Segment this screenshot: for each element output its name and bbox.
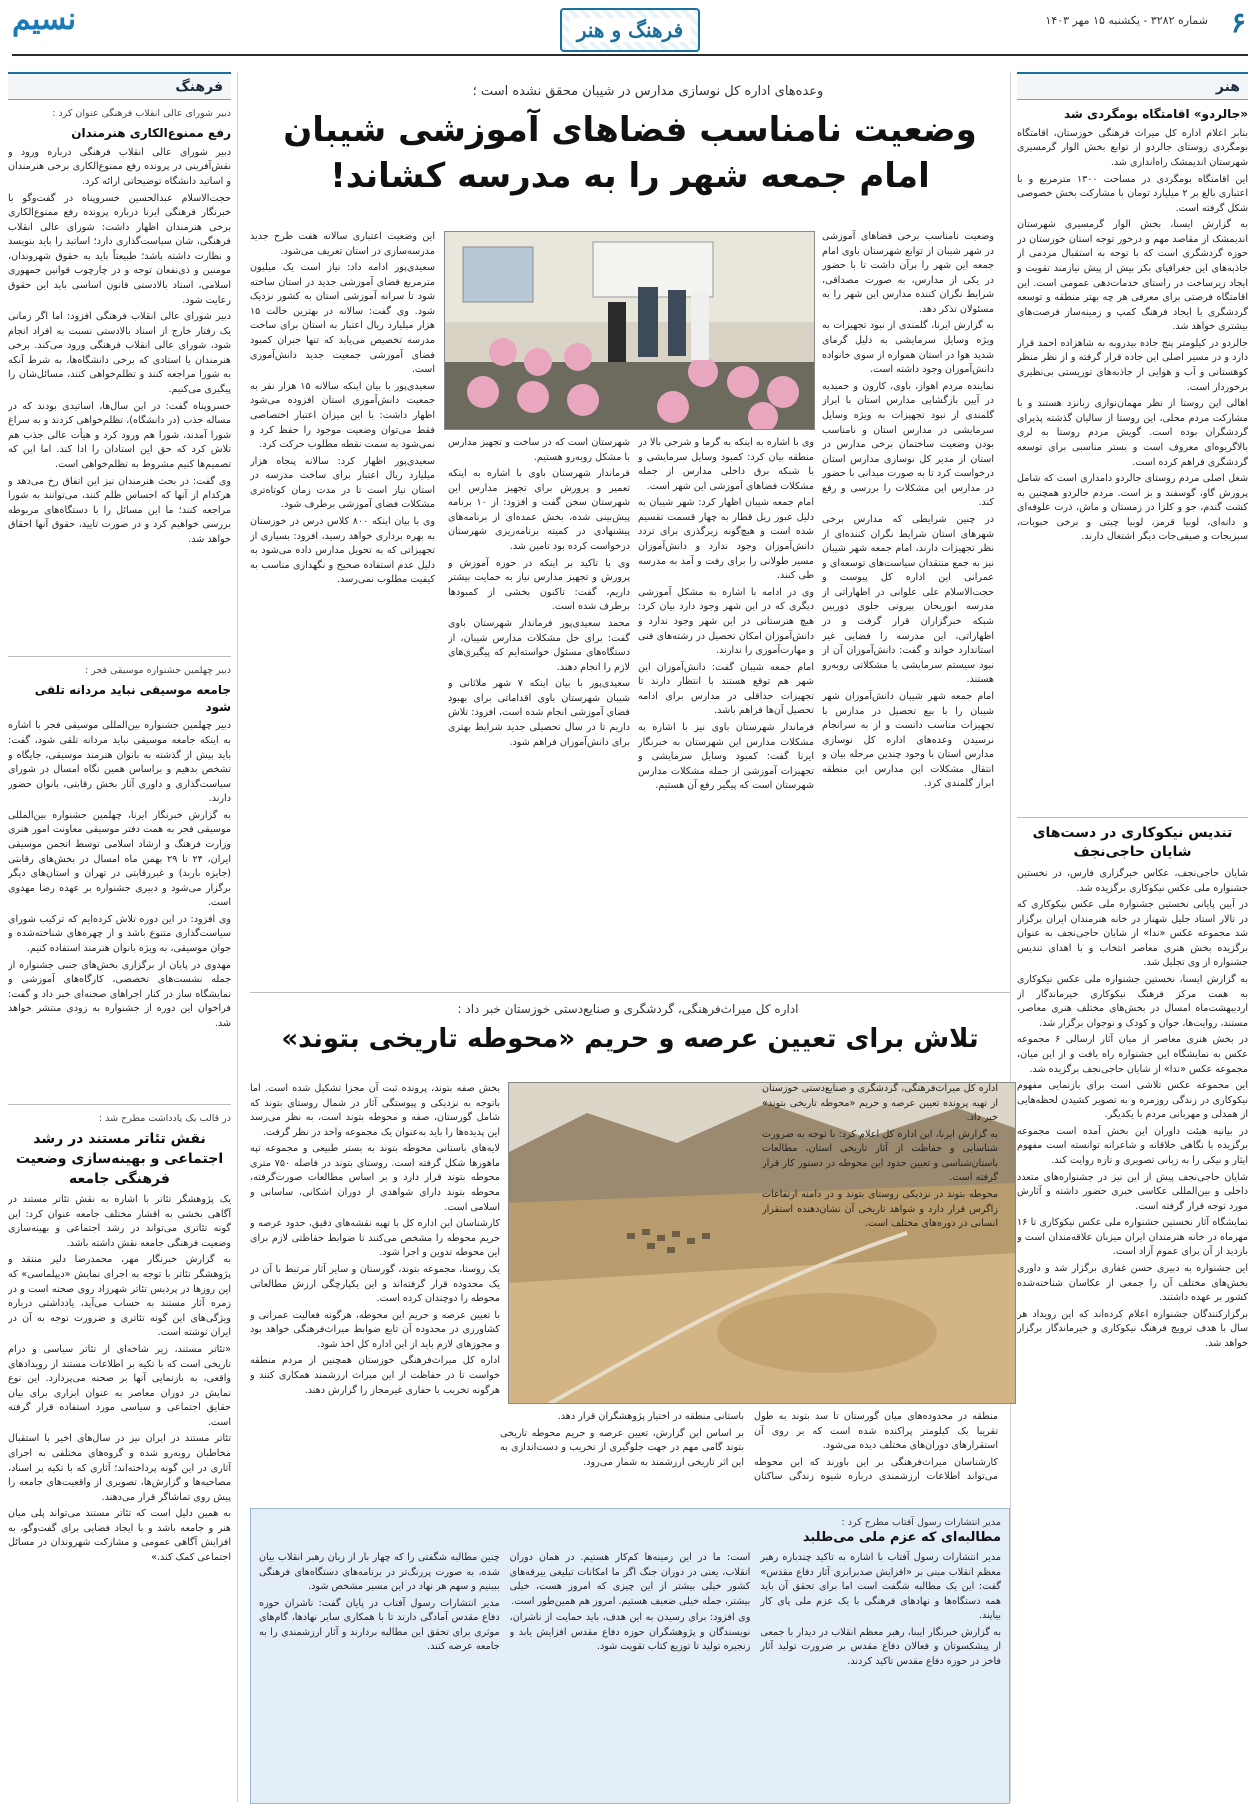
main-story-column-1 xyxy=(822,230,994,970)
paragraph: شهرستان است که در ساخت و تجهیز مدارس با مشکل روبه‌رو هستیم. xyxy=(448,437,630,463)
article-body xyxy=(8,146,231,656)
page-header xyxy=(0,0,1260,62)
paragraph: این اقامتگاه بومگردی در مساحت ۱۳۰۰ مترمربع و با اعتباری بالغ بر ۲ میلیارد تومان با مشارکت بخش خصوصی شکل گرفته است. xyxy=(1017,173,1248,214)
paragraph: اداره کل میراث‌فرهنگی، گردشگری و صنایع‌دستی خوزستان از تهیه پرونده تعیین عرصه و حریم «محوطه تاریخی بتوند» خبر داد. xyxy=(762,1083,998,1124)
article-kicker: در قالب یک یادداشت مطرح شد : xyxy=(98,1113,231,1125)
paragraph: لایه‌های باستانی محوطه بتوند به بستر طبیعی و مجموعه تپه ماهورها شکل گرفته است. روستای بتوند در فاصله ۷۵۰ متری محوطه بتوند قرار دارد و بر اساس مطالعات صورت‌گرفته، محوطه بتوند دارای شواهدی از دوران اشکانی، ساسانی و اسلامی است. xyxy=(250,1143,500,1213)
main-story-headline xyxy=(250,108,1010,200)
classroom-photo-illustration xyxy=(444,232,814,430)
paragraph: اهالی این روستا از نظر مهمان‌نوازی زبانزد هستند و با مشارکت مردم محلی، این روستا از سالیان گذشته پذیرای گردشگران بوده است. گویش مردم روستا به لری بالاگریوه‌ای معروف است و بستر مناسبی برای توسعه گردشگری فراهم کرده است. xyxy=(1017,398,1248,468)
paragraph: امام جمعه شیبان گفت: دانش‌آموزان این شهر هم توقع هستند با انتظار دارند تا تجهیزات حداقلی در مدارس برای ادامه تحصیل آن‌ها فراهم باشد. xyxy=(638,661,814,717)
paragraph: سعیدی‌پور اظهار کرد: سالانه پنجاه هزار میلیارد ریال اعتبار برای ساخت مدرسه در استان نیاز است تا در مدت زمان کوتاه‌تری مشکلات فضای آموزشی برطرف شود. xyxy=(250,455,435,511)
paragraph: منطقه در محدوده‌های میان گورستان تا سد بتوند به طول تقریبا یک کیلومتر پراکنده شده است که بر روی آن استقرارهای دوران‌های مختلف دیده می‌شود. xyxy=(754,1411,998,1452)
article-title: تندیس نیکوکاری در دست‌های شایان حاجی‌نجف xyxy=(1032,824,1233,861)
box-story-column-1 xyxy=(760,1551,1001,1789)
paragraph: وی افزود: در این دوره تلاش کرده‌ایم که ترکیب شورای سیاست‌گذاری متنوع باشد و از چهره‌های شناخته‌شده و جوان موسیقی، به ویژه بانوان هنرمند استفاده کنیم. xyxy=(8,913,231,955)
section-logo xyxy=(560,8,700,52)
issue-info: شماره ۳۲۸۲ - یکشنبه ۱۵ مهر ۱۴۰۳ xyxy=(1045,14,1208,27)
divider xyxy=(8,656,231,657)
paragraph: به همین دلیل است که تئاتر مستند می‌تواند پلی میان هنر و جامعه باشد و با ایجاد فضایی برای گفت‌وگو، به افزایش آگاهی عمومی و مشارکت شهروندان در مسائل اجتماعی کمک کند.» xyxy=(8,1508,231,1564)
paragraph: برگزارکنندگان جشنواره اعلام کرده‌اند که این رویداد هر سال با هدف ترویج فرهنگ نیکوکاری و خیرماندگار برگزار خواهد شد. xyxy=(1017,1308,1248,1349)
paragraph: تئاتر مستند در ایران نیز در سال‌های اخیر با استقبال مخاطبان روبه‌رو شده و گروه‌های مختلفی به اجرای آثاری در این گونه پرداخته‌اند؛ آثاری که با تکیه بر اسناد، مصاحبه‌ها و گزارش‌ها، تصویری از واقعیت‌های جامعه را پیش روی تماشاگر قرار می‌دهند. xyxy=(8,1433,231,1503)
box-story-headline: مطالبه‌ای که عزم ملی می‌طلبد xyxy=(802,1530,1001,1545)
paragraph: امام جمعه شهر شیبان دانش‌آموزان شهر شیبان را با بیع تحصیل در مدارس با تجهیزات مناسب دانست و از به سرانجام نرسیدن وعده‌های اداره کل نوسازی مدارس استان با وجود چندین مرحله بیان و انتقال مشکلات این مدارس این منطقه ابراز گلمندی کرد. xyxy=(822,690,994,790)
right-column xyxy=(1010,72,1248,1802)
paragraph: این جشنواره به دبیری حسن غفاری برگزار شد و داوری بخش‌های مختلف آن را جمعی از عکاسان شناخته‌شده کشور بر عهده داشتند. xyxy=(1017,1263,1248,1304)
paragraph: یک روستا، مجموعه بتوند، گورستان و سایر آثار مرتبط با آن در یک محدوده قرار گرفته‌اند و این یکپارچگی ارزش مطالعاتی محوطه را دوچندان کرده است. xyxy=(250,1263,500,1305)
paragraph: کارشناسان این اداره کل با تهیه نقشه‌های دقیق، حدود عرصه و حریم محوطه را مشخص می‌کنند تا ضوابط حفاظتی لازم برای این محوطه تدوین و اجرا شود. xyxy=(250,1218,500,1259)
paragraph: خسروپناه گفت: در این سال‌ها، اساتیدی بودند که در مساله جذب (در دانشگاه)، تظلم‌خواهی کردند و به سراغ شورا آمدند، شورا هم ورود کرد و هیأت عالی جذب هم تلاش کرد که حق این استادان را ادا کند. اما این که تصمیم‌ها کنیم مشروط به تظلم‌خواهی است. xyxy=(8,400,231,470)
box-story-columns xyxy=(259,1551,1001,1789)
paragraph: محمد سعیدی‌پور فرماندار شهرستان باوی گفت: برای حل مشکلات مدارس شیبان، از دستگاه‌های مسئول خواسته‌ایم که پیگیری‌های لازم را انجام دهند. xyxy=(448,617,630,673)
paragraph: با تعیین عرصه و حریم این محوطه، هرگونه فعالیت عمرانی و کشاورزی در محدوده آن تابع ضوابط میراث‌فرهنگی خواهد بود و مجوزهای لازم باید از این اداره کل اخذ شود. xyxy=(250,1309,500,1350)
article-kicker: دبیر شورای عالی انقلاب فرهنگی عنوان کرد : xyxy=(52,108,231,119)
classroom-photo xyxy=(444,231,815,430)
paragraph: محوطه بتوند در نزدیکی روستای بتوند و در دامنه ارتفاعات زاگرس قرار دارد و شواهد تاریخی آن نشان‌دهنده استقرار انسانی در دوره‌های مختلف است. xyxy=(762,1189,998,1230)
paragraph: این وضعیت اعتباری سالانه هفت طرح جدید مدرسه‌سازی در استان تعریف می‌شود. xyxy=(250,231,435,257)
paragraph: است: ما در این زمینه‌ها کم‌کار هستیم. در همان دوران انقلاب، یعنی در دوران جنگ اگر ما امکانات تبلیغی ییرقه‌های کشور خیلی بیشتر از این چیزی که امروز هست، خیلی بیشتر، جمله خیلی ضعیف هستیم. امروز هم همین‌طور است. xyxy=(509,1552,751,1607)
header-divider xyxy=(12,54,1248,56)
article-body xyxy=(8,1193,231,1811)
paragraph: مدیر انتشارات رسول آفتاب با اشاره به تاکید چندباره رهبر معظم انقلاب مبنی بر «افزایش صدبرابری آثار دفاع مقدس» گفت: این یک مطالبه شگفت است اما برای تحقق آن باید همه دستگاه‌ها و نهادهای فرهنگی با یک عزم ملی پای کار بیایند. xyxy=(760,1552,1001,1622)
paragraph: اداره کل میراث‌فرهنگی خوزستان همچنین از مردم منطقه خواست تا در حفاظت از این میراث ارزشمند همکاری کنند و هرگونه تخریب یا حفاری غیرمجاز را گزارش دهند. xyxy=(250,1355,500,1396)
paragraph: مدیر انتشارات رسول آفتاب در پایان گفت: ناشران حوزه دفاع مقدس آمادگی دارند تا با همکاری سایر نهادها، گام‌های موثری برای تحقق این مطالبه بردارند و آثار ارزشمندی را به جامعه عرضه کنند. xyxy=(258,1597,500,1653)
paragraph: فرماندار شهرستان باوی نیز با اشاره به مشکلات مدارس این شهرستان به خبرنگار ایرنا گفت: کمبود وسایل سرمایشی و تجهیزات آموزشی از جمله مشکلات مدارس شهرستان است که پیگیر رفع آن هستیم. xyxy=(638,721,814,792)
second-story-column-4 xyxy=(250,1082,500,1497)
divider xyxy=(1017,817,1248,818)
article-title: نقش تئاتر مستند در رشد اجتماعی و بهینه‌سازی وضعیت فرهنگی جامعه xyxy=(15,1131,224,1187)
paragraph: دبیر شورای عالی انقلاب فرهنگی افزود: اما اگر زمانی یک رفتار خارج از اسناد بالادستی نسبت به افراد انجام شود، شورای عالی انقلاب فرهنگی ورود می‌کند. برخی هنرمندان یا استادی که برخی دانشگاه‌ها، به شرط آنکه به شورا مراجعه کنند و تظلم‌خواهی کنند، مسائل‌شان را پیگیری می‌کنیم. xyxy=(8,311,231,396)
main-story-column-4 xyxy=(250,230,435,972)
paragraph: به گزارش ایرنا، گلمندی از نبود تجهیزات به ویژه وسایل سرمایشی به دلیل گرمای شدید هوا در استان همواره از سوی خانواده دانش‌آموزان وجود داشته است. xyxy=(822,320,994,376)
paragraph: سعیدی‌پور با بیان اینکه ۷ شهر ملاثانی و شیبان شهرستان باوی اقداماتی برای بهبود فضای آموزشی انجام شده است، افزود: تلاش داریم تا در سال تحصیلی جدید شرایط بهتری برای دانش‌آموزان فراهم شود. xyxy=(448,678,630,748)
article-title: جامعه موسیقی نباید مردانه تلقی شود xyxy=(34,682,231,714)
main-story-kicker: وعده‌های اداره کل نوسازی مدارس در شیبان محقق نشده است ؛ xyxy=(472,84,824,99)
paragraph: به گزارش ایسنا، بخش الوار گرمسیری شهرستان اندیمشک از مقاصد مهم و درخور توجه استان خوزستان در حوزه گردشگری است که با توجه به استقبال مردمی از جاذبه‌های این جغرافیای بکر بیش از پیش نیازمند تقویت و ایجاد زیرساخت در راستای خدمات‌دهی عمومی است. این اقامتگاه فرصتی برای معرفی هر چه بهتر منطقه و توسعه گردشگری با ایجاد فرهنگ کمپ و زمینه‌ساز فرصت‌های بیشتری خواهد شد. xyxy=(1017,219,1248,333)
paragraph: وی با بیان اینکه ۸۰۰ کلاس درس در خوزستان به بهره برداری خواهد رسید، افزود: بسیاری از تجهیزاتی که به تحویل مدارس داده می‌شود به دلیل عدم استفاده صحیح و نگهداری مناسب به کیفیت مطلوب نمی‌رسد. xyxy=(250,515,435,586)
paragraph: کارشناسان میراث‌فرهنگی بر این باورند که این محوطه می‌تواند اطلاعات ارزشمندی درباره شیوه زندگی ساکنان باستانی منطقه در اختیار پژوهشگران قرار دهد. xyxy=(557,1411,998,1483)
paragraph: شایان حاجی‌نجف پیش از این نیز در جشنواره‌های متعدد داخلی و بین‌المللی عکاسی خبری حضور داشته و آثارش مورد توجه قرار گرفته است. xyxy=(1017,1171,1248,1212)
paragraph: بنابر اعلام اداره کل میراث فرهنگی خوزستان، اقامتگاه بومگردی روستای جالردو از توابع بخش الوار گرمسیری شهرستان اندیمشک راه‌اندازی شد. xyxy=(1017,127,1248,168)
box-story-column-3 xyxy=(259,1551,500,1789)
section-logo-text: فرهنگ و هنر xyxy=(569,18,691,42)
paragraph: به گزارش خبرنگار مهر، محمدرضا دلیر منتقد و پژوهشگر تئاتر با توجه به اجرای نمایش «دیپلماسی» که این روزها در پردیس تئاتر شهرزاد روی صحنه است و در زمره آثار مستند به حساب می‌آید، یادداشتی درباره ویژگی‌های این گونه تئاتری و ضرورت توجه به آن در ایران نوشته است. xyxy=(8,1254,231,1339)
paragraph: وی با اشاره به اینکه به گرما و شرجی بالا در منطقه بیان کرد: کمبود وسایل سرمایشی و با شبکه برق داخلی مدارس از جمله مشکلات فضاهای آموزشی این شهر است. xyxy=(638,437,814,492)
page-number: ۶ xyxy=(1230,6,1246,39)
paragraph: سعیدی‌پور با بیان اینکه سالانه ۱۵ هزار نفر به جمعیت دانش‌آموزی استان افزوده می‌شود اظهار داشت: با این میزان اعتبار اختصاصی فقط می‌توان وضعیت موجود را حفظ کرد و نمی‌شود به سمت نقطه مطلوب حرکت کرد. xyxy=(250,380,435,451)
paragraph: وی افزود: برای رسیدن به این هدف، باید حمایت از ناشران، نویسندگان و پژوهشگران حوزه دفاع مقدس افزایش یابد و زنجیره تولید تا توزیع کتاب تقویت شود. xyxy=(509,1612,751,1653)
paragraph: «تئاتر مستند، زیر شاخه‌ای از تئاتر سیاسی و درام تاریخی است که با تکیه بر اطلاعات مستند از رویدادهای واقعی، به بازنمایی آنها بر صحنه می‌پردازد. این نوع نمایش در دوران معاصر به عنوان ابزاری برای بیان حقایق اجتماعی و سیاسی مورد استفاده قرار گرفته است. xyxy=(8,1343,231,1428)
paragraph: در آیین پایانی نخستین جشنواره ملی عکس نیکوکاری که در تالار استاد جلیل شهناز در خانه هنرمندان ایران برگزار شد مجموعه عکس «ندا» از شایان حاجی‌نجف به عنوان برگزیده بخش هنری معاصر انتخاب و با اهدای تندیس جشنواره از وی تجلیل شد. xyxy=(1017,899,1248,969)
paragraph: چنین مطالبه شگفتی را که چهار بار از زبان رهبر انقلاب بیان شده، به صورت پررنگ‌تر در برنامه‌های دستگاه‌های فرهنگی ببینیم و سهم هر نهاد در این مسیر مشخص شود. xyxy=(258,1552,500,1593)
paragraph: جالردو در کیلومتر پنج جاده بیدروبه به شاهزاده احمد قرار دارد و در مسیر اصلی این جاده قرار گرفته و از نظر منظر کوهستانی و آب و هوایی از جاذبه‌های توریستی بی‌نظیری برخوردار است. xyxy=(1017,337,1248,393)
second-story-kicker: اداره کل میراث‌فرهنگی، گردشگری و صنایع‌دستی خوزستان خبر داد : xyxy=(457,1002,799,1016)
paragraph: امام جمعه شیبان اظهار کرد: شهر شیبان به دلیل عبور ریل قطار به چهار قسمت تقسیم شده است و هیچ‌گونه زیرگذری برای تردد دانش‌آموزان وجود ندارد و دانش‌آموزان مسیر طولانی را برای رفت و آمد به مدرسه طی کنند. xyxy=(638,497,814,582)
paragraph: دبیر شورای عالی انقلاب فرهنگی درباره ورود و نقش‌آفرینی در پرونده رفع ممنوع‌الکاری برخی هنرمندان و اساتید دانشگاه توضیحاتی ارائه کرد. xyxy=(8,146,231,187)
paragraph: شغل اصلی مردم روستای جالردو دامداری است که شامل پرورش گاو، گوسفند و بز است. مردم جالردو همچنین به کشت گندم، جو و کلزا در زمستان و ماش، ذرت علوفه‌ای و دانه‌ای، لوبیا قرمز، لوبیا چیتی و برخی حبوبات، سبزیجات و صیفی‌جات دیگر اشتغال دارند. xyxy=(1017,473,1248,543)
paragraph: نماینده مردم اهواز، باوی، کارون و حمیدیه در آیین بازگشایی مدارس استان با ابراز گلمندی از نبود تجهیزات به ویژه وسایل سرمایشی در مدارس استان و نامناسب بودن وضعیت ساختمان برخی مدارس در استان از مدیر کل نوسازی مدارس استان درخواست کرد تا به صورت میدانی با حضور در مدارس این مشکلات را بررسی و رفع کند. xyxy=(822,380,994,509)
main-story-column-3 xyxy=(448,436,630,972)
paragraph: به گزارش خبرنگار ایبنا، رهبر معظم انقلاب در دیدار با جمعی از پیشکسوتان و فعالان دفاع مقدس بر ضرورت تولید آثار فاخر در حوزه دفاع مقدس تاکید کردند. xyxy=(760,1626,1001,1668)
paragraph: وی در ادامه با اشاره به مشکل آموزشی دیگری که در این شهر وجود دارد بیان کرد: هیچ هنرستانی در این شهر وجود ندارد و دانش‌آموزان امکان تحصیل در رشته‌های فنی و مهارت‌آموزی را ندارند. xyxy=(638,586,814,657)
box-story-kicker: مدیر انتشارات رسول آفتاب مطرح کرد : xyxy=(841,1517,1001,1528)
paragraph: فرماندار شهرستان باوی با اشاره به اینکه تعمیر و پرورش برای تجهیز مدارس این شهرستان سخن گفت و افزود: از ۱۰ برنامه پیش‌بینی شده، بخش عمده‌ای از برنامه‌های پیشنهادی در کمیته برنامه‌ریزی شهرستان درخواست کرده بود تامین شد. xyxy=(448,468,630,553)
boxed-story xyxy=(250,1508,1010,1804)
divider xyxy=(250,992,1010,993)
paragraph: وی با تاکید بر اینکه در حوزه آموزش و پرورش و تجهیز مدارس نیاز به حمایت بیشتر داریم، گفت: تاکنون بخشی از کمبودها برطرف شده است. xyxy=(448,557,630,613)
divider xyxy=(8,1104,231,1105)
paragraph: این مجموعه عکس تلاشی است برای بازنمایی مفهوم نیکوکاری در زندگی روزمره و به تصویر کشیدن لحظه‌هایی از همدلی و مهربانی مردم با یکدیگر. xyxy=(1017,1080,1248,1121)
headline-line-2: امام جمعه شهر را به مدرسه کشاند! xyxy=(330,155,930,196)
brand-logo: نسیم xyxy=(12,2,77,37)
article-title: «جالردو» اقامتگاه بومگردی شد xyxy=(1064,107,1248,121)
paragraph: یک پژوهشگر تئاتر با اشاره به نقش تئاتر مستند در آگاهی بخشی به اقشار مختلف جامعه عنوان کرد: این گونه تئاتری می‌تواند در رشد اجتماعی و بهینه‌سازی وضعیت فرهنگی جامعه نقش داشته باشد. xyxy=(8,1194,231,1249)
article-body xyxy=(1017,127,1248,817)
paragraph: به گزارش خبرنگار ایرنا، چهلمین جشنواره بین‌المللی موسیقی فجر به همت دفتر موسیقی معاونت امور هنری وزارت فرهنگ و ارشاد اسلامی توسط انجمن موسیقی ایران، ۲۴ تا ۲۹ بهمن ماه امسال در بخش‌های رقابتی (جایزه باربد) و غیررقابتی در تهران و استان‌های دیگر برگزار می‌شود و دبیری جشنواره بر عهده رضا مهدوی است. xyxy=(8,809,231,909)
paragraph: شایان حاجی‌نجف، عکاس خبرگزاری فارس، در نخستین جشنواره ملی عکس نیکوکاری برگزیده شد. xyxy=(1017,867,1248,894)
section-label-art: هنر xyxy=(1017,72,1248,100)
box-story-column-2 xyxy=(510,1551,751,1789)
paragraph: بر اساس این گزارش، تعیین عرصه و حریم محوطه تاریخی بتوند گامی مهم در جهت جلوگیری از تخریب و دست‌اندازی به این اثر تاریخی ارزشمند به شمار می‌رود. xyxy=(500,1427,744,1468)
paragraph: بخش صفه بتوند، پرونده ثبت آن مجزا تشکیل شده است. اما باتوجه به نزدیکی و پیوستگی آثار در شمال روستای بتوند که شامل گورستان، صفه و محوطه بتوند است، به نظر می‌رسد این پدیده‌ها را باید به‌عنوان یک مجموعه واحد در نظر گرفت. xyxy=(250,1083,500,1138)
article-body xyxy=(1017,867,1248,1797)
paragraph: در چنین شرایطی که مدارس برخی شهرهای استان شرایط نگران کننده‌ای از نظر تجهیزات دارند، امام جمعه شهر شیبان نیز به جمع منتقدان سیاست‌های توسعه‌ای و عمرانی این اداره کل پیوست و حجت‌الاسلام علی علوانی در اظهاراتی از مدرسه ابوریحان بیرونی جلوی دوربین شبکه خبرگزاران قرار گرفت و در اظهاراتی، این مدرسه را فضایی غیر استاندارد خواند و گفت: دانش‌آموزان آن از نبود سیستم سرمایشی با مشکلاتی روبه‌رو هستند. xyxy=(822,513,994,686)
paragraph: به گزارش ایسنا، نخستین جشنواره ملی عکس نیکوکاری به همت مرکز فرهنگ نیکوکاری خیرماندگار از اردیبهشت‌ماه امسال در بخش‌های مختلف هنری معاصر، مستند، روایت‌ها، جوان و کودک و نوجوان برگزار شد. xyxy=(1017,974,1248,1029)
paragraph: مهدوی در پایان از برگزاری بخش‌های جنبی جشنواره از جمله نشست‌های تخصصی، کارگاه‌های آموزشی و نمایشگاه ساز در کنار اجراهای صحنه‌ای خبر داد و گفت: فراخوان این دوره از جشنواره به زودی منتشر خواهد شد. xyxy=(8,959,231,1029)
left-column xyxy=(8,72,238,1802)
second-story-column-2 xyxy=(500,1410,998,1500)
paragraph: وی گفت: در بحث هنرمندان نیز این اتفاق رخ می‌دهد و هرکدام از آنها که احساس ظلم کنند، می‌توانند به شورا مراجعه کنند؛ ما این مسائل را با دستگاه‌های مربوطه بررسی خواهیم کرد و در صورت تایید، حقوق آنها احقاق خواهد شد. xyxy=(8,475,231,545)
paragraph: حجت‌الاسلام عبدالحسین خسروپناه در گفت‌وگو با خبرنگار فرهنگی ایرنا درباره پرونده رفع ممنوع‌الکاری برخی هنرمندان اظهار داشت: شورای عالی انقلاب فرهنگی، شان سیاست‌گذاری دارد؛ اساتید را باید بنویسد و نظارت داشته باشد؛ طبیعتاً باید به حقوق شهروندان، مومنین و ذی‌نفعان توجه و در چارچوب قوانین جمهوری اسلامی، اسناد بالادستی قانون اساسی باید این حقوق رعایت شود. xyxy=(8,192,231,306)
second-story-column-1 xyxy=(762,1082,998,1402)
paragraph: به گزارش ایرنا، این اداره کل اعلام کرد: با توجه به ضرورت شناسایی و حفاظت از آثار تاریخی استان، مطالعات باستان‌شناسی و تعیین حدود این محوطه در دستور کار قرار گرفته است. xyxy=(762,1128,998,1184)
article-kicker: دبیر چهلمین جشنواره موسیقی فجر : xyxy=(84,664,231,676)
paragraph: سعیدی‌پور ادامه داد: نیاز است یک میلیون مترمربع فضای آموزشی جدید در استان ساخته شود تا سرانه آموزشی استان به کشور نزدیک شود. وی گفت: سالانه در بهترین حالت ۱۵ هزار میلیارد ریال اعتبار به استان برای ساخت مدرسه تخصیص می‌یابد که تنها جبران کمبود فضای آموزشی جمعیت جدید دانش‌آموزی است. xyxy=(250,262,435,376)
second-story-headline: تلاش برای تعیین عرصه و حریم «محوطه تاریخی بتوند» xyxy=(281,1024,979,1054)
paragraph: نمایشگاه آثار نخستین جشنواره ملی عکس نیکوکاری تا ۱۶ مهرماه در خانه هنرمندان ایران میزبان علاقه‌مندان است و بازدید از آن برای عموم آزاد است. xyxy=(1017,1217,1248,1258)
paragraph: وضعیت نامناسب برخی فضاهای آموزشی در شهر شیبان از توابع شهرستان باوی امام جمعه این شهر را برآن داشت تا با حضور در یکی از مدارس، به صورت مصداقی، شرایط نگران کننده مدارس این شهر را به مسئولان تذکر دهد. xyxy=(822,231,994,315)
paragraph: در بیانیه هیئت داوران این بخش آمده است مجموعه برگزیده با نگاهی خلاقانه و شاعرانه توانسته است مفهوم ایثار و نیکی را به زبانی تصویری و تازه روایت کند. xyxy=(1017,1125,1248,1166)
article-body xyxy=(8,719,231,1104)
paragraph: دبیر چهلمین جشنواره بین‌المللی موسیقی فجر با اشاره به اینکه جامعه موسیقی نباید مردانه تلقی شود، گفت: باید بیش از گذشته به بانوان هنرمند موسیقی، جایگاه و تشخص بدهیم و براساس همین نگاه امسال در شورای سیاست‌گذاری و داوری آثار بخش رقابتی، بانوان حضور دارند. xyxy=(8,720,231,805)
headline-line-1: وضعیت نامناسب فضاهای آموزشی شیبان xyxy=(283,110,977,150)
section-label-culture: فرهنگ xyxy=(8,72,231,100)
main-story-column-2 xyxy=(638,436,814,972)
paragraph: در بخش هنری معاصر از میان آثار ارسالی ۶ مجموعه عکس به نمایشگاه این جشنواره راه یافت و از این میان، مجموعه عکس «ندا» از شایان حاجی‌نجف برگزیده شد. xyxy=(1017,1034,1248,1075)
article-title: رفع ممنوع‌الکاری هنرمندان xyxy=(71,126,231,140)
